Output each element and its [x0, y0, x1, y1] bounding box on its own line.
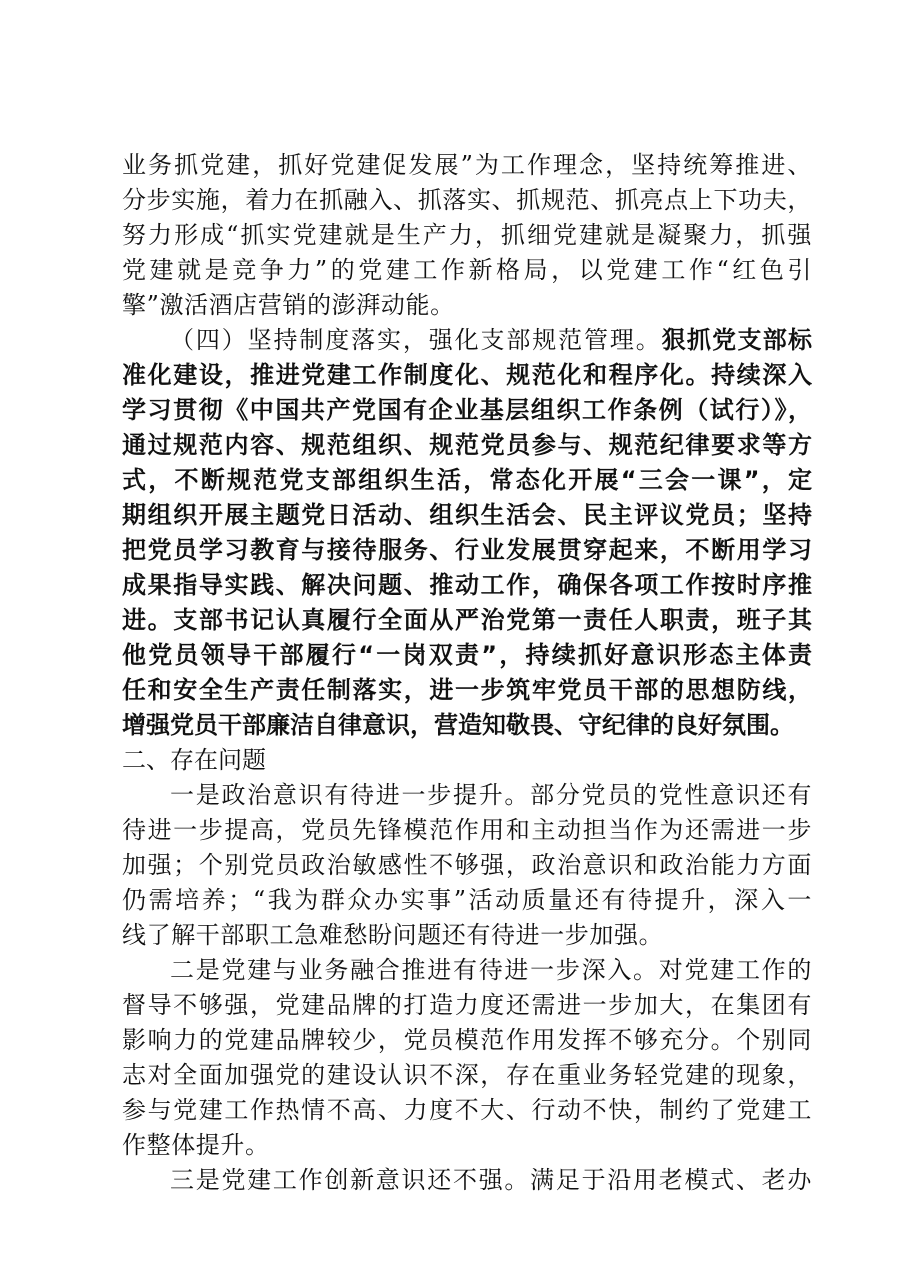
section-four-first-line: 狠抓党支部标 — [661, 326, 812, 354]
text-line: 参与党建工作热情不高、力度不大、行动不快，制约了党建工 — [122, 1096, 812, 1124]
section-four-paragraph — [122, 323, 812, 743]
document-body — [122, 148, 812, 1198]
text-line: 志对全面加强党的建设认识不深，存在重业务轻党建的现象， — [122, 1061, 812, 1089]
text-line: 把党员学习教育与接待服务、行业发展贯穿起来，不断用学习 — [122, 536, 812, 564]
text-line: 成果指导实践、解决问题、推动工作，确保各项工作按时序推 — [122, 571, 812, 599]
text-line: 加强；个别党员政治敏感性不够强，政治意识和政治能力方面 — [122, 851, 812, 879]
text-line: 待进一步提高，党员先锋模范作用和主动担当作为还需进一步 — [122, 816, 812, 844]
text-line: 努力形成“抓实党建就是生产力，抓细党建就是凝聚力，抓强 — [122, 221, 812, 249]
text-line: 学习贯彻《中国共产党国有企业基层组织工作条例（试行）》， — [122, 396, 812, 424]
text-line: 仍需培养；“我为群众办实事”活动质量还有待提升，深入一 — [122, 886, 812, 914]
text-line: 通过规范内容、规范组织、规范党员参与、规范纪律要求等方 — [122, 431, 812, 459]
text-line: 任和安全生产责任制落实，进一步筑牢党员干部的思想防线， — [122, 676, 812, 704]
text-line: 期组织开展主题党日活动、组织生活会、民主评议党员；坚持 — [122, 501, 812, 529]
text-line: 三是党建工作创新意识还不强。满足于沿用老模式、老办 — [170, 1166, 812, 1194]
text-line: 线了解干部职工急难愁盼问题还有待进一步加强。 — [122, 921, 664, 949]
text-line: 他党员领导干部履行“一岗双责”，持续抓好意识形态主体责 — [122, 641, 812, 669]
text-line: 二是党建与业务融合推进有待进一步深入。对党建工作的 — [170, 956, 812, 984]
text-line: 分步实施，着力在抓融入、抓落实、抓规范、抓亮点上下功夫， — [122, 186, 812, 214]
text-line: 擎”激活酒店营销的澎湃动能。 — [122, 291, 455, 319]
text-line: 进。支部书记认真履行全面从严治党第一责任人职责，班子其 — [122, 606, 812, 634]
problem-three-paragraph — [122, 1163, 812, 1198]
section-four-lead: （四）坚持制度落实，强化支部规范管理。 — [170, 326, 662, 354]
text-line: 准化建设，推进党建工作制度化、规范化和程序化。持续深入 — [122, 361, 812, 389]
text-line: 增强党员干部廉洁自律意识，营造知敬畏、守纪律的良好氛围。 — [122, 711, 794, 739]
text-line: 督导不够强，党建品牌的打造力度还需进一步加大，在集团有 — [122, 991, 812, 1019]
text-line: 业务抓党建，抓好党建促发展”为工作理念，坚持统筹推进、 — [122, 151, 812, 179]
text-line — [122, 323, 812, 358]
section-heading: 二、存在问题 — [122, 746, 266, 774]
text-line: 式，不断规范党支部组织生活，常态化开展“三会一课”，定 — [122, 466, 812, 494]
text-line: 作整体提升。 — [122, 1131, 270, 1159]
text-line: 影响力的党建品牌较少，党员模范作用发挥不够充分。个别同 — [122, 1026, 812, 1054]
text-line: 一是政治意识有待进一步提升。部分党员的党性意识还有 — [170, 781, 812, 809]
text-line: 党建就是竞争力”的党建工作新格局，以党建工作“红色引 — [122, 256, 812, 284]
problem-one-paragraph — [122, 778, 812, 953]
intro-paragraph — [122, 148, 812, 323]
problem-two-paragraph — [122, 953, 812, 1163]
